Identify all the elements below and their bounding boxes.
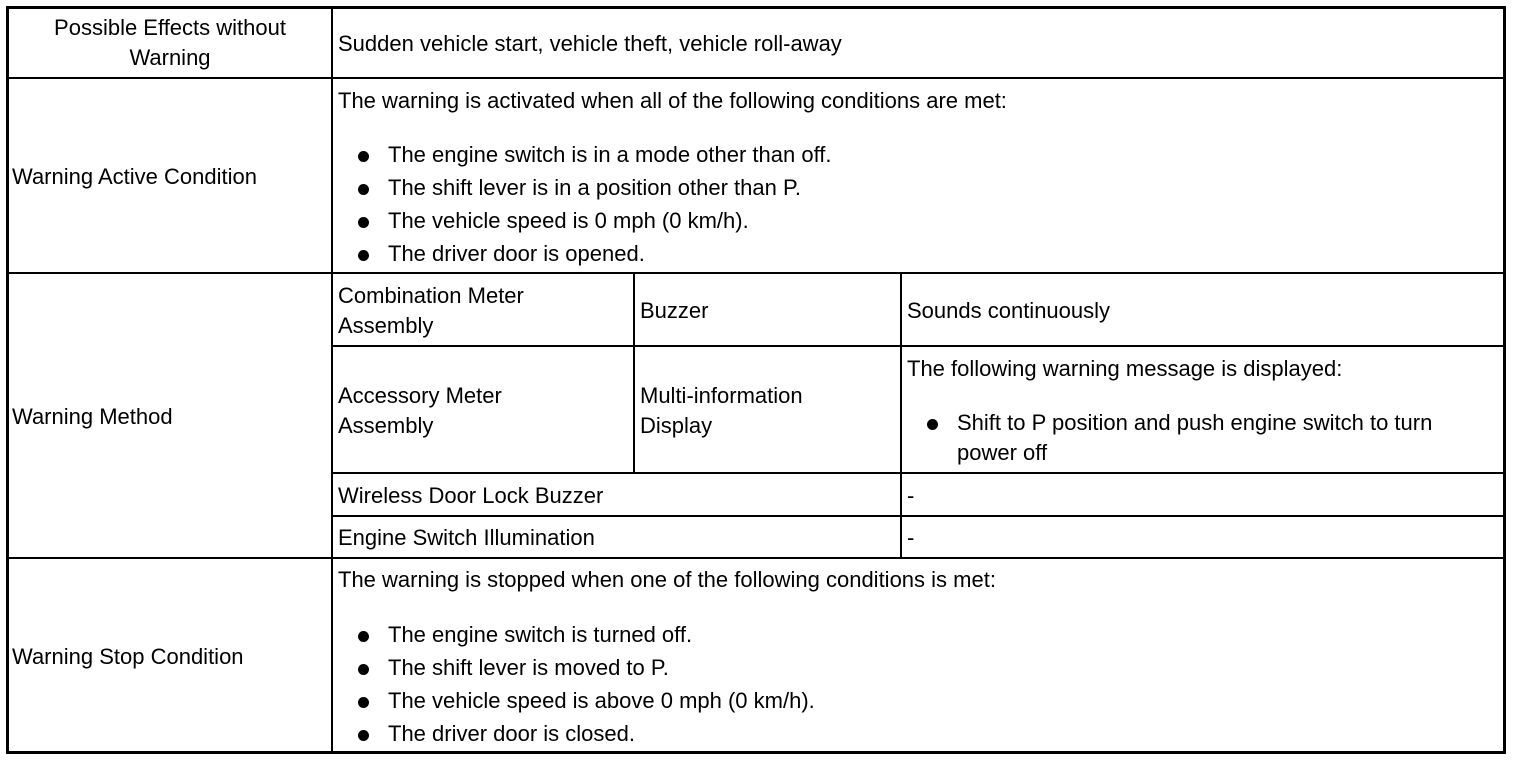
combination-device: Buzzer bbox=[640, 298, 709, 323]
bullet-icon bbox=[358, 631, 369, 642]
active-condition: The shift lever is in a position other than P. bbox=[388, 175, 801, 200]
stop-label: Warning Stop Condition bbox=[12, 644, 244, 669]
accessory-device-line1: Multi-information bbox=[640, 383, 803, 408]
bullet-icon bbox=[927, 419, 938, 430]
active-label: Warning Active Condition bbox=[12, 164, 257, 189]
bullet-icon bbox=[358, 730, 369, 741]
bullet-icon bbox=[358, 184, 369, 195]
accessory-result-intro: The following warning message is displayed: bbox=[907, 356, 1343, 381]
combination-meter-line2: Assembly bbox=[338, 313, 434, 338]
warning-message-line1: Shift to P position and push engine switch to turn bbox=[957, 410, 1433, 435]
effects-label-line1: Possible Effects without bbox=[54, 15, 286, 40]
bullet-icon bbox=[358, 697, 369, 708]
accessory-meter-line1: Accessory Meter bbox=[338, 383, 502, 408]
column-divider bbox=[900, 272, 902, 558]
combination-result: Sounds continuously bbox=[907, 298, 1111, 323]
effects-value: Sudden vehicle start, vehicle theft, vehicle roll-away bbox=[338, 31, 842, 56]
column-divider bbox=[331, 6, 333, 754]
combination-meter-line1: Combination Meter bbox=[338, 283, 524, 308]
cell-divider bbox=[332, 345, 1506, 347]
bullet-icon bbox=[358, 217, 369, 228]
bullet-icon bbox=[358, 664, 369, 675]
engine-switch-illumination-value: - bbox=[907, 525, 915, 550]
cell-divider bbox=[332, 472, 1506, 474]
accessory-meter-line2: Assembly bbox=[338, 413, 434, 438]
warning-message-line2: power off bbox=[957, 440, 1048, 465]
column-divider bbox=[633, 272, 635, 474]
stop-condition: The shift lever is moved to P. bbox=[388, 655, 669, 680]
bullet-icon bbox=[358, 250, 369, 261]
active-condition: The vehicle speed is 0 mph (0 km/h). bbox=[388, 208, 749, 233]
row-divider bbox=[6, 77, 1506, 79]
stop-intro: The warning is stopped when one of the following conditions is met: bbox=[338, 567, 996, 592]
stop-condition: The engine switch is turned off. bbox=[388, 622, 693, 647]
active-intro: The warning is activated when all of the following conditions are met: bbox=[338, 88, 1007, 113]
active-condition: The driver door is opened. bbox=[388, 241, 645, 266]
stop-condition: The driver door is closed. bbox=[388, 721, 635, 746]
accessory-device-line2: Display bbox=[640, 413, 713, 438]
bullet-icon bbox=[358, 151, 369, 162]
method-label: Warning Method bbox=[12, 404, 173, 429]
wireless-door-lock-value: - bbox=[907, 483, 915, 508]
effects-label-line2: Warning bbox=[129, 45, 211, 70]
cell-divider bbox=[332, 515, 1506, 517]
stop-condition: The vehicle speed is above 0 mph (0 km/h). bbox=[388, 688, 815, 713]
row-divider bbox=[6, 272, 1506, 274]
wireless-door-lock-label: Wireless Door Lock Buzzer bbox=[338, 483, 604, 508]
active-condition: The engine switch is in a mode other than off. bbox=[388, 142, 832, 167]
row-divider bbox=[6, 557, 1506, 559]
engine-switch-illumination-label: Engine Switch Illumination bbox=[338, 525, 595, 550]
